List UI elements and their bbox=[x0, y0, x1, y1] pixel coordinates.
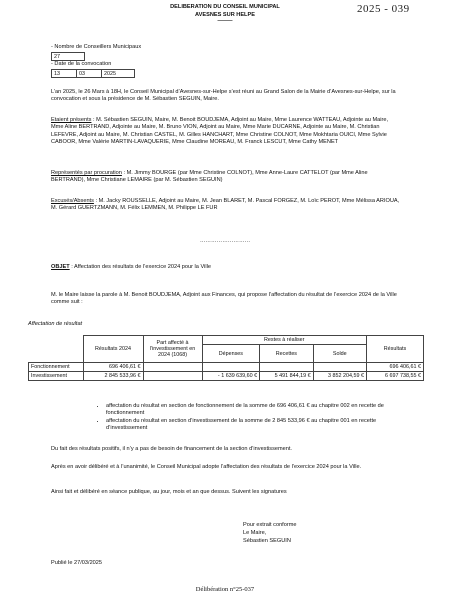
signature-line-1: Pour extrait conforme bbox=[243, 522, 297, 528]
absent-label: Excusés/Absents bbox=[51, 198, 94, 204]
cell-resultats: 696 406,61 € bbox=[367, 363, 424, 372]
results-table bbox=[28, 335, 424, 381]
cell-resultats: 6 697 738,55 € bbox=[367, 372, 424, 381]
title-rule: ——— bbox=[217, 18, 233, 24]
cell-part bbox=[143, 372, 202, 381]
published-date: Publié le 27/03/2025 bbox=[51, 560, 103, 566]
header-resultats: Résultats bbox=[367, 336, 424, 363]
row-label: Fonctionnement bbox=[29, 363, 84, 372]
councillors-label: - Nombre de Conseillers Municipaux bbox=[51, 44, 142, 50]
absent-text: : M. Jacky ROUSSELLE, Adjoint au Maire, M. Jean BLARET, M. Pascal FORGEZ, M. Loïc PEROT, Mme Mélissa ARIOUA, M. Gérard GUERTZMANN, M. Félix LEMMEN, M. Philippe LE FUR bbox=[51, 198, 400, 212]
date-month: 03 bbox=[77, 70, 102, 78]
absent-paragraph bbox=[51, 198, 401, 213]
header-part-affecte: Part affecté à l’investissement en 2024 (1068) bbox=[143, 336, 202, 363]
table-row bbox=[29, 372, 424, 381]
row-label: Investissement bbox=[29, 372, 84, 381]
councillors-box bbox=[51, 52, 85, 61]
cell-recettes bbox=[260, 363, 313, 372]
intro-paragraph: L’an 2025, le 26 Mars à 18H, le Conseil Municipal d’Avesnes-sur-Helpe s’est réuni au Grand Salon de la Mairie d’Avesnes-sur-Helpe, sur la convocation et sous la présidence de M. Sébastien SEGUIN, Maire. bbox=[51, 89, 396, 103]
date-year: 2025 bbox=[102, 70, 135, 78]
cell-part bbox=[143, 363, 202, 372]
proxy-text: : M. Jimmy BOURGE (par Mme Christine COLNOT), Mme Anne-Laure CATTELOT (par Mme Aline BERTRAND), Mme Christiane LEMAIRE (par M. Sébastien SEGUIN) bbox=[51, 170, 368, 184]
objet-label: OBJET bbox=[51, 264, 70, 270]
closing-paragraph-1: Du fait des résultats positifs, il n’y a pas de besoin de financement de la section d’investissement. bbox=[51, 446, 292, 452]
proxy-paragraph bbox=[51, 170, 401, 185]
present-paragraph bbox=[51, 117, 401, 147]
table-corner bbox=[29, 336, 84, 363]
header-depenses: Dépenses bbox=[202, 345, 260, 363]
header-restes: Restes à réaliser bbox=[202, 336, 367, 345]
present-label: Etaient présents bbox=[51, 117, 92, 123]
title-line-1: DELIBERATION DU CONSEIL MUNICIPAL bbox=[170, 4, 280, 10]
affectation-list bbox=[92, 403, 410, 433]
signature-line-3: Sébastien SEGUIN bbox=[243, 538, 291, 544]
cell-depenses: - 1 639 639,60 € bbox=[202, 372, 260, 381]
title-line-2: AVESNES SUR HELPE bbox=[195, 12, 255, 18]
councillors-value: 27 bbox=[52, 53, 85, 61]
objet-paragraph bbox=[51, 264, 401, 271]
proxy-label: Représentés par procuration bbox=[51, 170, 122, 176]
convocation-date-box bbox=[51, 69, 135, 78]
cell-recettes: 5 491 844,19 € bbox=[260, 372, 313, 381]
closing-paragraph-3: Ainsi fait et délibéré en séance publique, au jour, mois et an que dessus. Suivent les signatures bbox=[51, 489, 287, 495]
list-item: • affectation du résultat en section de fonctionnement de la somme de 696 406,61 € au chapitre 002 en recette de fonctionnement bbox=[106, 403, 410, 418]
cell-results: 2 845 533,96 € bbox=[83, 372, 143, 381]
date-day: 13 bbox=[52, 70, 77, 78]
cell-depenses bbox=[202, 363, 260, 372]
header-solde: Solde bbox=[313, 345, 366, 363]
closing-paragraph-2: Après en avoir délibéré et à l’unanimité, le Conseil Municipal adopte l’affectation des résultats de l’exercice 2024 pour la Ville. bbox=[51, 464, 362, 470]
objet-text: : Affectation des résultats de l’exercice 2024 pour la Ville bbox=[69, 264, 211, 270]
separator-dots: ……………………… bbox=[199, 238, 251, 244]
convocation-label: - Date de la convocation bbox=[51, 61, 112, 67]
list-item: • affectation du résultat en section d’investissement de la somme de 2 845 533,96 € au chapitre 001 en recette d’investissement bbox=[106, 418, 410, 433]
section-title: Affectation de résultat bbox=[28, 321, 83, 327]
header-recettes: Recettes bbox=[260, 345, 313, 363]
present-text: : M. Sébastien SEGUIN, Maire, M. Benoit BOUDJEMA, Adjoint au Maire, Mme Laurence WATTEAU, Adjointe au Maire, Mme Aline BERTRAND, Adjointe au Maire, M. Bruno VION, Adjoint au Maire, Mme Marie DUCARNE, Adjointe au Maire, M. Christian LEFEVRE, Adjoint au Maire, M. Christian CASTEL, M. Gilles HANCHART, Mme Christine COLNOT, Mme Mokhtaria OUICI, Mme Sylvie CABOOR, Mme Valérie MARTIN-LAVAQUERIE, Mme Claudine MOREAU, M. Franck LESCUT, Mme Cathy MENET bbox=[51, 117, 389, 146]
page-footer: Délibération n°25-037 bbox=[195, 586, 255, 593]
signature-line-2: Le Maire, bbox=[243, 530, 267, 536]
cell-solde: 3 852 204,59 € bbox=[313, 372, 366, 381]
deliberation-number: 2025 - 039 bbox=[357, 3, 410, 15]
header-results-2024: Résultats 2024 bbox=[83, 336, 143, 363]
finance-paragraph: M. le Maire laisse la parole à M. Benoit BOUDJEMA, Adjoint aux Finances, qui propose l’affectation du résultat de l’exercice 2024 de la Ville comme suit : bbox=[51, 292, 397, 306]
cell-solde bbox=[313, 363, 366, 372]
table-row bbox=[29, 363, 424, 372]
cell-results: 696 406,61 € bbox=[83, 363, 143, 372]
